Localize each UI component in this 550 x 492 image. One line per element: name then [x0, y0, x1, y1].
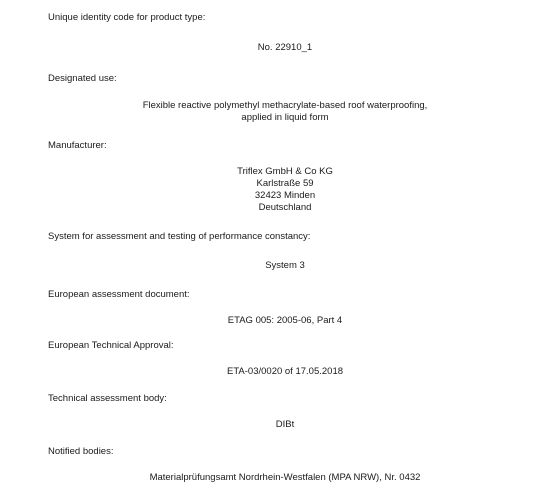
manufacturer-country: Deutschland: [258, 202, 312, 213]
product-code-value: [0, 42, 550, 54]
assessment-body-label: Technical assessment body:: [48, 393, 167, 404]
assessment-document-line: ETAG 005: 2005-06, Part 4: [227, 315, 343, 326]
assessment-document-label: European assessment document:: [48, 289, 190, 300]
assessment-system-line: System 3: [265, 260, 305, 271]
manufacturer-city: 32423 Minden: [254, 190, 316, 201]
assessment-document-value: [0, 315, 550, 327]
assessment-system-label: System for assessment and testing of performance constancy:: [48, 231, 311, 242]
designated-use-line: applied in liquid form: [241, 112, 329, 123]
product-code-line: No. 22910_1: [257, 42, 313, 53]
manufacturer-street: Karlstraße 59: [256, 178, 314, 189]
assessment-system-value: [0, 260, 550, 272]
designated-use-value: [0, 100, 550, 124]
assessment-body-line: DIBt: [275, 419, 295, 430]
product-code-label: Unique identity code for product type:: [48, 12, 206, 23]
manufacturer-label: Manufacturer:: [48, 140, 107, 151]
designated-use-label: Designated use:: [48, 73, 117, 84]
technical-approval-label: European Technical Approval:: [48, 340, 174, 351]
technical-approval-line: ETA-03/0020 of 17.05.2018: [226, 366, 344, 377]
designated-use-line: Flexible reactive polymethyl methacrylate-based roof waterproofing,: [142, 100, 428, 111]
technical-approval-value: [0, 366, 550, 378]
manufacturer-name: Triflex GmbH & Co KG: [237, 166, 333, 177]
assessment-body-value: [0, 419, 550, 431]
notified-bodies-label: Notified bodies:: [48, 446, 114, 457]
notified-bodies-value: [0, 472, 550, 484]
manufacturer-address: [0, 166, 550, 214]
notified-bodies-line: Materialprüfungsamt Nordrhein-Westfalen (MPA NRW), Nr. 0432: [149, 472, 421, 483]
